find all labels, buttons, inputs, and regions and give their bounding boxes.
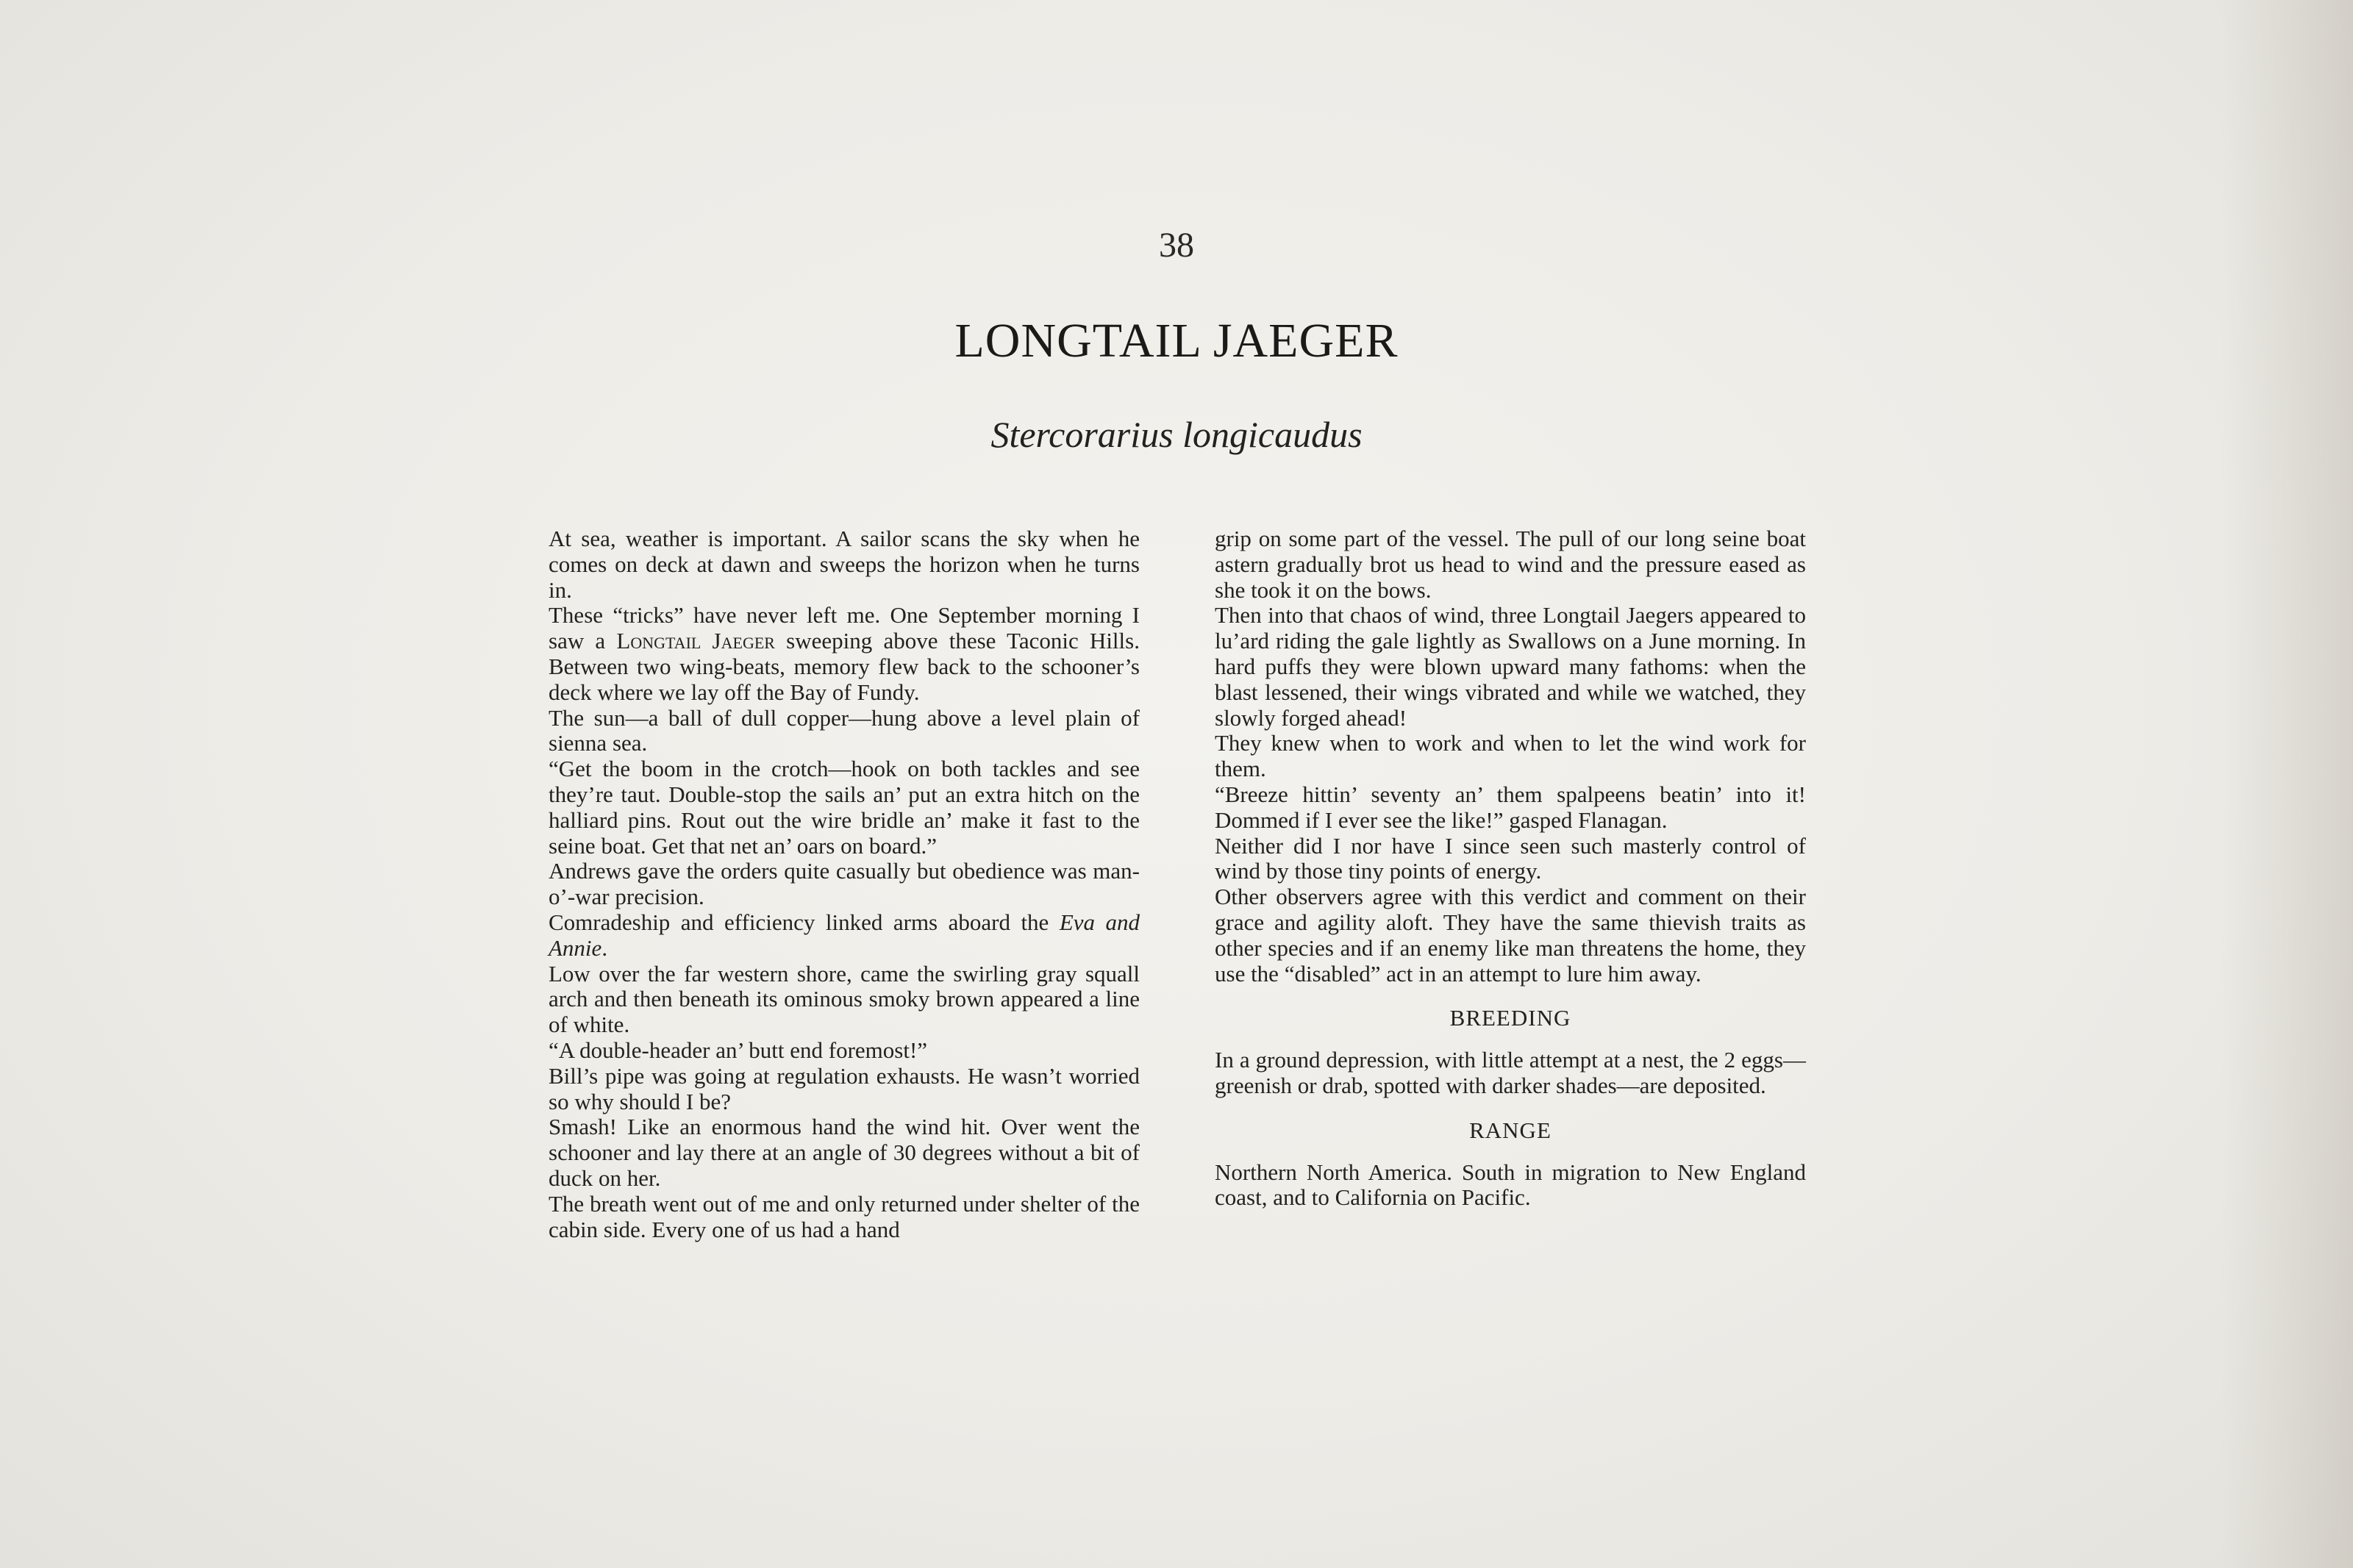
paragraph: Andrews gave the orders quite casually but obedience was man-o’-war precision. — [549, 858, 1140, 910]
species-name-smallcaps: Longtail Jaeger — [616, 628, 775, 654]
paragraph: Other observers agree with this verdict and comment on their grace and agility aloft. They have the same thievish traits as other species and if an enemy like man threatens the home, they use the “disabled” act in an attempt to lure him away. — [1215, 884, 1806, 987]
paragraph: Low over the far western shore, came the swirling gray squall arch and then beneath its ominous smoky brown appeared a line of white. — [549, 960, 1140, 1038]
paragraph: grip on some part of the vessel. The pull of our long seine boat astern gradually brot us head to wind and the pressure eased as she took it on the bows. — [1215, 526, 1806, 603]
paragraph: Neither did I nor have I since seen such masterly control of wind by those tiny points of energy. — [1215, 832, 1806, 884]
paragraph: “Get the boom in the crotch—hook on both tackles and see they’re taut. Double-stop the sails an’ put an extra hitch on the halliard pins. Rout out the wire bridle an’ make it fast to the seine boat. Get that net an’ oars on board.” — [549, 756, 1140, 859]
range-heading: RANGE — [1469, 1117, 1552, 1143]
page-number: 38 — [1159, 226, 1194, 265]
right-column — [1215, 526, 1806, 1211]
page-title: LONGTAIL JAEGER — [954, 314, 1399, 368]
paragraph: Comradeship and efficiency linked arms aboard the Eva and Annie. — [549, 909, 1140, 961]
paragraph: They knew when to work and when to let the wind work for them. — [1215, 730, 1806, 782]
paragraph: “A double-header an’ butt end foremost!” — [549, 1037, 928, 1063]
paragraph: The sun—a ball of dull copper—hung above a level plain of sienna sea. — [549, 704, 1140, 756]
breeding-paragraph: In a ground depression, with little attempt at a nest, the 2 eggs—greenish or drab, spotted with darker shades—are deposited. — [1215, 1047, 1806, 1098]
left-column — [549, 526, 1140, 1242]
paragraph: Bill’s pipe was going at regulation exhausts. He wasn’t worried so why should I be? — [549, 1062, 1140, 1114]
paragraph: At sea, weather is important. A sailor scans the sky when he comes on deck at dawn and sweeps the horizon when he turns in. — [549, 526, 1140, 603]
scientific-name: Stercorarius longicaudus — [990, 414, 1363, 455]
paragraph: The breath went out of me and only returned under shelter of the cabin side. Every one of us had a hand — [549, 1190, 1140, 1242]
breeding-heading: BREEDING — [1449, 1005, 1571, 1031]
paragraph: Then into that chaos of wind, three Longtail Jaegers appeared to lu’ard riding the gale lightly as Swallows on a June morning. In hard puffs they were blown upward many fathoms: when the blast lessened, their wings vibrated and while we watched, they slowly forged ahead! — [1215, 602, 1806, 731]
paragraph: These “tricks” have never left me. One September morning I saw a Longtail Jaeger sweeping above these Taconic Hills. Between two wing-beats, memory flew back to the schooner’s deck where we lay off the Bay of Fundy. — [549, 602, 1140, 705]
paragraph: “Breeze hittin’ seventy an’ them spalpeens beatin’ into it! Dommed if I ever see the like!” gasped Flanagan. — [1215, 781, 1806, 833]
ship-name: Eva and Annie — [549, 909, 1140, 961]
paragraph: Smash! Like an enormous hand the wind hit. Over went the schooner and lay there at an angle of 30 degrees without a bit of duck on her. — [549, 1114, 1140, 1191]
range-paragraph: Northern North America. South in migration to New England coast, and to California on Pacific. — [1215, 1159, 1806, 1211]
